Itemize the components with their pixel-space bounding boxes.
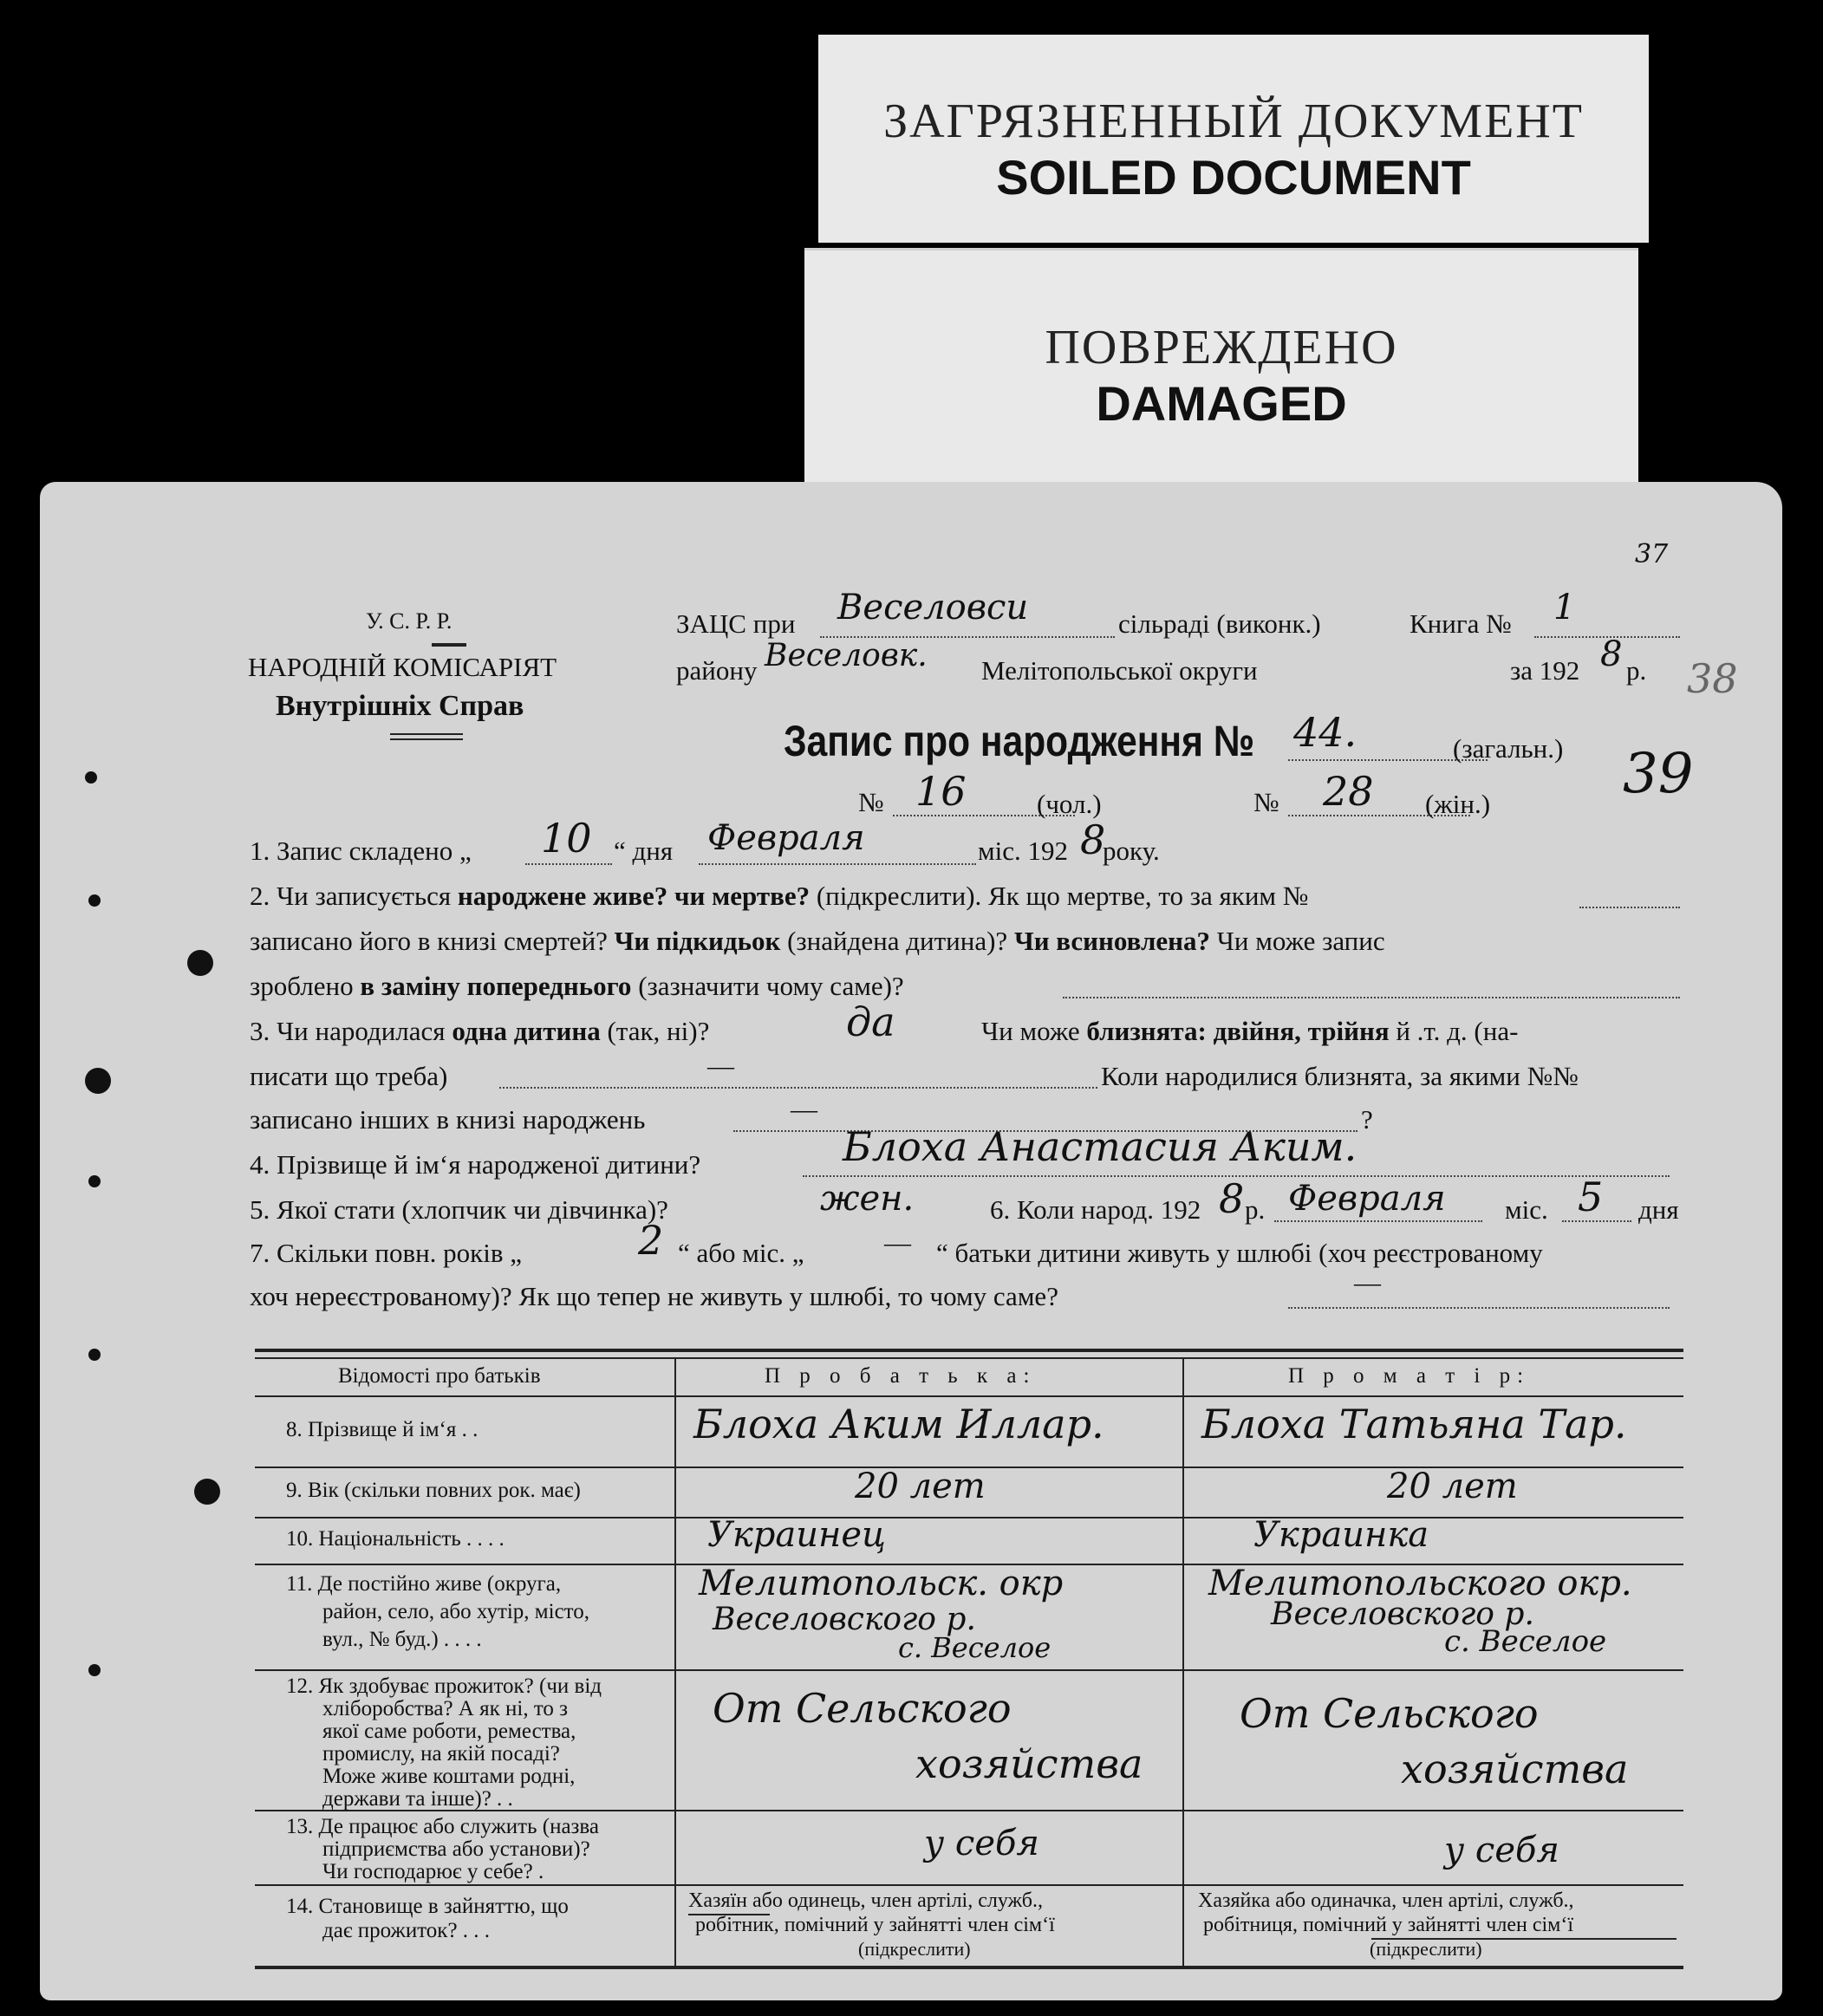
q2-l2-a: записано його в книзі смертей? xyxy=(250,926,615,956)
q4-label: 4. Прізвище й ім‘я народженої дитини? xyxy=(250,1149,701,1180)
q3-question-mark: ? xyxy=(1361,1104,1373,1135)
punch-hole xyxy=(85,1068,111,1094)
q1-text-d: року. xyxy=(1103,836,1160,866)
q2-l3-b: в заміну попереднього xyxy=(360,971,632,1001)
q2-l2-e: Чи може запис xyxy=(1209,926,1385,956)
father-residence-3: с. Веселое xyxy=(898,1631,1051,1664)
table-header-bottom xyxy=(255,1395,1683,1397)
margin-mark-39: 39 xyxy=(1623,742,1694,806)
q6-b: р. xyxy=(1245,1194,1266,1225)
table-top-border xyxy=(255,1349,1683,1352)
q3-line1-right xyxy=(981,1016,1518,1047)
father-workplace: у себя xyxy=(924,1824,1039,1863)
year-label: за 192 xyxy=(1510,655,1580,686)
punch-hole xyxy=(88,894,101,907)
mother-residence-2: Веселовского р. xyxy=(1271,1597,1534,1632)
header-father: П р о б а т ь к а: xyxy=(765,1364,1037,1388)
father-status-2: робітник, помічний у зайнятті член сім‘ї xyxy=(695,1914,1055,1936)
record-number: 44. xyxy=(1293,709,1357,756)
row9-label: 9. Вік (скільки повних рок. має) xyxy=(286,1479,581,1502)
soiled-document-label xyxy=(818,35,1649,243)
q2-l3-a: зроблено xyxy=(250,971,361,1001)
punch-hole xyxy=(88,1664,101,1676)
q2-l1-b: народжене живе? чи мертве? xyxy=(457,881,811,911)
row-divider xyxy=(255,1884,1683,1886)
row12-label-4: промислу, на якій посаді? xyxy=(322,1742,560,1766)
row13-label-1: 13. Де працює або служить (назва xyxy=(286,1815,599,1838)
mother-workplace: у себя xyxy=(1444,1831,1559,1870)
column-divider xyxy=(674,1359,676,1966)
q2-number-dots xyxy=(1579,907,1680,908)
column-divider xyxy=(1182,1359,1184,1966)
damaged-en-text: DAMAGED xyxy=(1096,376,1347,431)
male-label: (чол.) xyxy=(1037,789,1102,819)
q1-month-dots xyxy=(699,863,976,865)
q2-l2-c: (знайдена дитина)? xyxy=(780,926,1014,956)
header-info: Відомості про батьків xyxy=(338,1364,541,1388)
punch-hole xyxy=(194,1479,220,1505)
q6-month: Февраля xyxy=(1288,1179,1446,1219)
rayon-label: району xyxy=(676,655,758,686)
punch-hole xyxy=(88,1349,101,1361)
punch-hole xyxy=(88,1175,101,1187)
row13-label-3: Чи господарює у себе? . xyxy=(322,1860,544,1883)
q2-line1 xyxy=(250,881,1308,912)
mother-nationality: Украинка xyxy=(1253,1515,1429,1555)
mother-status-underline xyxy=(1371,1938,1677,1940)
q3-l3-a: записано інших в книзі народжень xyxy=(250,1104,646,1135)
q2-l3-c: (зазначити чому саме)? xyxy=(631,971,904,1001)
q7-l1-c: “ батьки дитини живуть у шлюбі (хоч реєстрованому xyxy=(936,1238,1543,1268)
punch-hole xyxy=(85,771,97,784)
heading-underline xyxy=(390,733,463,735)
q3-l2-b: Коли народилися близнята, за якими №№ xyxy=(1101,1061,1579,1091)
female-label: (жін.) xyxy=(1425,789,1491,819)
book-label: Книга № xyxy=(1410,608,1512,639)
q3-l1-d: Чи може xyxy=(981,1016,1087,1046)
row14-label-1: 14. Становище в зайняттю, що xyxy=(286,1895,569,1918)
mother-age: 20 лет xyxy=(1387,1466,1518,1506)
mother-occupation-2: хозяйства xyxy=(1401,1746,1629,1792)
mother-status-1: Хазяйка або одиначка, член артілі, служб., xyxy=(1198,1889,1574,1912)
birth-record-form xyxy=(40,482,1782,2000)
q7-months: — xyxy=(884,1227,911,1258)
table-bottom-border xyxy=(255,1966,1683,1969)
mother-status-3: (підкреслити) xyxy=(1370,1938,1482,1960)
ussr-underline xyxy=(432,643,466,647)
internal-affairs-heading: Внутрішніх Справ xyxy=(276,690,524,722)
female-no-label: № xyxy=(1253,787,1279,817)
q3-l1-b: одна дитина xyxy=(452,1016,601,1046)
father-name: Блоха Аким Иллар. xyxy=(693,1401,1104,1447)
father-nationality: Украинец xyxy=(707,1515,886,1555)
q2-l1-c: (підкреслити). Як що мертве, то за яким № xyxy=(810,881,1309,911)
child-sex: жен. xyxy=(820,1179,915,1219)
rayon-value: Веселовк. xyxy=(765,638,928,673)
commissariat-heading: НАРОДНІЙ КОМІСАРІЯТ xyxy=(248,652,557,682)
margin-mark-38: 38 xyxy=(1687,655,1738,702)
q1-text-a: 1. Запис складено „ xyxy=(250,836,472,866)
q1-year: 8 xyxy=(1080,816,1106,863)
q3-answer: да xyxy=(846,998,895,1045)
year-suffix: р. xyxy=(1626,655,1647,686)
q6-day: 5 xyxy=(1578,1174,1604,1220)
mother-residence-3: с. Веселое xyxy=(1444,1624,1607,1659)
selradi-label: сільраді (виконк.) xyxy=(1118,608,1321,639)
header-mother: П р о м а т і р: xyxy=(1288,1364,1531,1388)
child-name: Блоха Анастасия Аким. xyxy=(843,1123,1357,1170)
mother-name: Блоха Татьяна Тар. xyxy=(1201,1401,1627,1447)
row12-label-3: якої саме роботи, ремества, xyxy=(322,1720,576,1743)
row12-label-5: Може живе коштами родні, xyxy=(322,1765,576,1788)
q1-text-c: міс. 192 xyxy=(978,836,1068,866)
father-status-3: (підкреслити) xyxy=(858,1938,971,1960)
ussr-heading: У. С. Р. Р. xyxy=(366,608,452,634)
father-status-1: Хазяїн або одинець, член артілі, служб., xyxy=(688,1889,1043,1912)
male-no-label: № xyxy=(858,787,884,817)
record-title: Запис про народження № xyxy=(784,717,1255,765)
row11-label-2: район, село, або хутір, місто, xyxy=(322,1600,590,1623)
page-mark: 37 xyxy=(1635,539,1669,569)
mother-status-2: робітниця, помічний у зайнятті член сім‘ї xyxy=(1203,1914,1573,1936)
q2-l2-b: Чи підкидьок xyxy=(614,926,781,956)
q6-d: дня xyxy=(1638,1194,1679,1225)
q6-year: 8 xyxy=(1219,1175,1245,1222)
total-label: (загальн.) xyxy=(1453,733,1564,764)
soiled-en-text: SOILED DOCUMENT xyxy=(996,150,1471,205)
q7-years: 2 xyxy=(638,1217,664,1264)
q3-write-dots xyxy=(499,1087,1097,1089)
damaged-ru-text: ПОВРЕЖДЕНО xyxy=(1045,321,1398,374)
row11-label-1: 11. Де постійно живе (округа, xyxy=(286,1572,562,1596)
q7-l1-a: 7. Скільки повн. років „ xyxy=(250,1238,522,1268)
q3-dash: — xyxy=(707,1050,734,1081)
q7-line2: хоч нереєстрованому)? Як що тепер не живуть у шлюбі, то чому саме? xyxy=(250,1281,1058,1311)
year-value: 8 xyxy=(1600,634,1623,674)
q2-reason-dots xyxy=(1063,997,1680,998)
father-occupation-2: хозяйства xyxy=(915,1740,1143,1787)
row13-label-2: підприємства або установи)? xyxy=(322,1837,590,1861)
row-divider xyxy=(255,1669,1683,1671)
q3-line1-left xyxy=(250,1016,709,1047)
table-top-border xyxy=(255,1357,1683,1359)
q3-l1-a: 3. Чи народилася xyxy=(250,1016,452,1046)
q2-line2 xyxy=(250,926,1385,957)
q6-month-dots xyxy=(1274,1220,1482,1222)
q2-line3 xyxy=(250,971,904,1002)
row10-label: 10. Національність . . . . xyxy=(286,1527,505,1551)
row12-label-2: хліборобства? А як ні, то з xyxy=(322,1697,569,1720)
q2-l2-d: Чи всиновлена? xyxy=(1013,926,1210,956)
row8-label: 8. Прізвище й ім‘я . . xyxy=(286,1418,479,1441)
okruga-label: Мелітопольської округи xyxy=(981,655,1258,686)
row-divider xyxy=(255,1517,1683,1519)
row11-label-3: вул., № буд.) . . . . xyxy=(322,1628,482,1651)
q5-label: 5. Якої стати (хлопчик чи дівчинка)? xyxy=(250,1194,668,1225)
father-status-underline xyxy=(688,1914,770,1915)
row12-label-1: 12. Як здобуває прожиток? (чи від xyxy=(286,1675,602,1698)
mother-residence-1: Мелитопольского окр. xyxy=(1208,1564,1632,1603)
q1-day-dots xyxy=(525,863,612,865)
father-residence-1: Мелитопольск. окр xyxy=(699,1564,1064,1603)
q7-dots xyxy=(1288,1307,1670,1309)
mother-occupation-1: От Сельского xyxy=(1240,1690,1539,1737)
q7-answer: — xyxy=(1354,1267,1381,1297)
zags-prefix: ЗАЦС при xyxy=(676,608,796,639)
punch-hole xyxy=(187,950,213,976)
q3-l2-a: писати що треба) xyxy=(250,1061,448,1091)
row14-label-2: дає прожиток? . . . xyxy=(322,1919,491,1942)
q3-dash-2: — xyxy=(791,1094,817,1124)
q6-day-dots xyxy=(1562,1220,1631,1222)
soiled-ru-text: ЗАГРЯЗНЕННЫЙ ДОКУМЕНТ xyxy=(883,94,1584,148)
q6-a: 6. Коли народ. 192 xyxy=(990,1194,1201,1225)
q6-c: міс. xyxy=(1505,1194,1548,1225)
q1-text-b: “ дня xyxy=(614,836,674,866)
father-age: 20 лет xyxy=(855,1466,986,1506)
q1-month: Февраля xyxy=(707,818,865,858)
q2-l1-a: 2. Чи записується xyxy=(250,881,458,911)
q1-day: 10 xyxy=(541,815,592,862)
male-number: 16 xyxy=(915,768,967,815)
father-residence-2: Веселовского р. xyxy=(713,1602,976,1637)
female-number: 28 xyxy=(1323,768,1374,815)
damaged-label xyxy=(804,248,1638,486)
row12-label-6: держави та інше)? . . xyxy=(322,1787,513,1811)
q3-l1-f: й .т. д. (на- xyxy=(1389,1016,1519,1046)
q3-l1-e: близнята: двійня, трійня xyxy=(1086,1016,1390,1046)
father-occupation-1: От Сельского xyxy=(713,1685,1012,1732)
q7-l1-b: “ або міс. „ xyxy=(678,1238,804,1268)
heading-underline xyxy=(390,738,463,740)
book-value: 1 xyxy=(1553,588,1576,628)
q3-l1-c: (так, ні)? xyxy=(600,1016,710,1046)
zags-village-value: Веселовси xyxy=(837,588,1029,628)
